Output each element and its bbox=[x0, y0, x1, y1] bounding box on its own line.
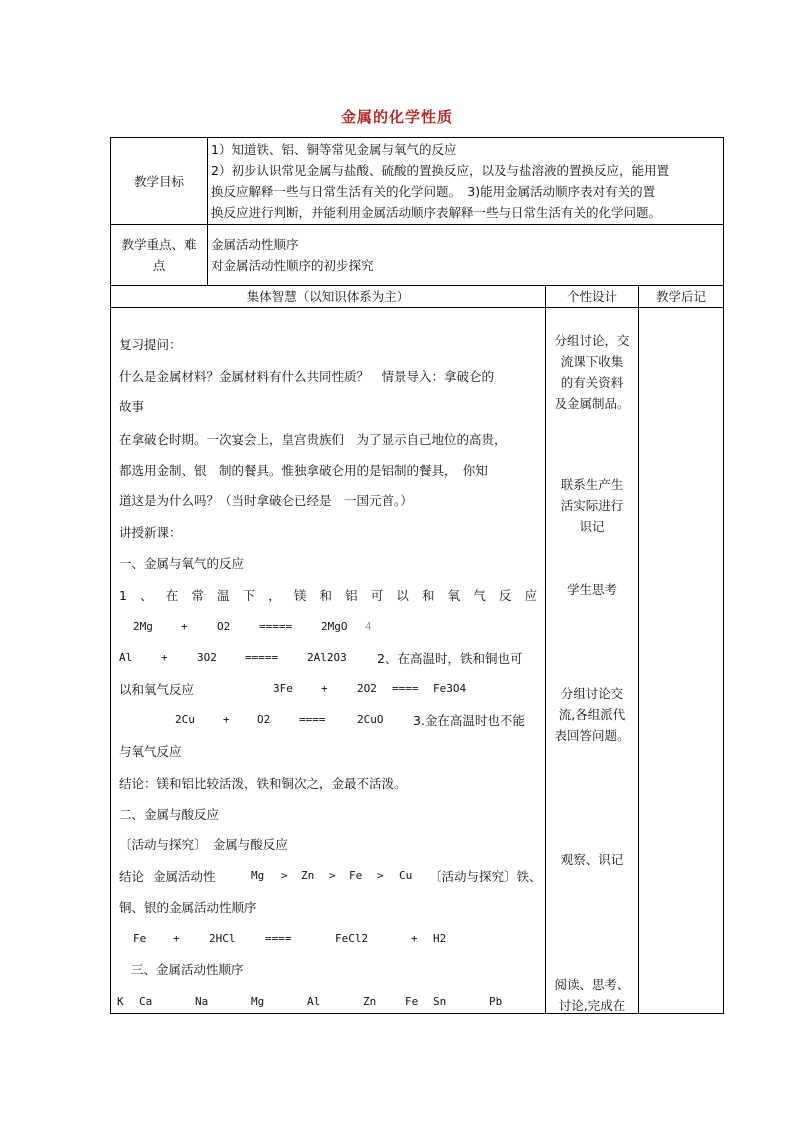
key-point-line: 对金属活动性顺序的初步探究 bbox=[211, 258, 374, 273]
new-lesson-heading: 讲授新课： bbox=[119, 525, 182, 540]
design-note bbox=[549, 974, 635, 1016]
col-divider bbox=[207, 138, 208, 285]
objective-line: 换反应解释一些与日常生活有关的化学问题。 3)能用金属活动顺序表对有关的置 bbox=[211, 184, 656, 199]
note-line: 流课下收集 bbox=[560, 354, 624, 369]
objective-line: 1）知道铁、铝、铜等常见金属与氧气的反应 bbox=[211, 142, 457, 157]
equation-term: ==== bbox=[392, 682, 419, 695]
paragraph-line: 2、在高温时，铁和铜也可 bbox=[377, 651, 523, 666]
equation-term: ===== bbox=[245, 651, 279, 664]
objective-line: 2）初步认识常见金属与盐酸、硫酸的置换反应，以及与盐溶液的置换反应，能用置 bbox=[211, 163, 669, 178]
equation-term: 3O2 bbox=[197, 651, 217, 664]
note-line: 阅读、思考、 bbox=[554, 977, 630, 992]
equation-term: Fe3O4 bbox=[433, 682, 467, 695]
key-points-label-line: 点 bbox=[152, 258, 166, 273]
series-item: > bbox=[377, 869, 384, 882]
conclusion-label: 结论 bbox=[119, 869, 145, 884]
row-divider bbox=[111, 224, 723, 225]
equation-term: 2Al2O3 bbox=[307, 651, 347, 664]
conclusion-tail: 〔活动与探究〕铁、 bbox=[429, 869, 542, 884]
page-title: 金属的化学性质 bbox=[340, 108, 453, 126]
equation-term: + bbox=[321, 682, 328, 695]
activity-series-item: Pb bbox=[489, 995, 503, 1008]
equation-term: ==== bbox=[299, 713, 326, 726]
header-collective: 集体智慧（以知识体系为主） bbox=[246, 289, 410, 304]
section-heading: 三、金属活动性顺序 bbox=[131, 962, 244, 977]
note-line: 学生思考 bbox=[566, 582, 617, 597]
key-points-label-line: 教学重点、难 bbox=[121, 237, 197, 252]
equation-term: Fe bbox=[133, 932, 147, 945]
equation-term: O2 bbox=[217, 620, 231, 633]
design-note bbox=[549, 849, 635, 870]
series-item: Fe bbox=[349, 869, 363, 882]
equation-term: + bbox=[173, 932, 180, 945]
note-line: 及金属制品。 bbox=[554, 396, 630, 411]
activity-series-item: Ca bbox=[139, 995, 153, 1008]
series-item: Cu bbox=[399, 869, 413, 882]
note-line: 流,各组派代 bbox=[558, 707, 626, 722]
conclusion-text: 金属活动性 bbox=[153, 869, 216, 884]
equation-term: 2CuO bbox=[357, 713, 384, 726]
story-line: 都选用金制、银 制的餐具。惟独拿破仑用的是铝制的餐具， 你知 bbox=[119, 463, 488, 478]
equation-term: 2Mg bbox=[133, 620, 153, 633]
equation-term: 3Fe bbox=[273, 682, 293, 695]
col-divider bbox=[545, 285, 546, 1013]
paragraph-line: 与氧气反应 bbox=[119, 744, 182, 759]
equation-term: 2Cu bbox=[175, 713, 195, 726]
equation-term: ===== bbox=[259, 620, 293, 633]
equation-term: FeCl2 bbox=[335, 932, 369, 945]
objectives-text bbox=[211, 139, 721, 223]
note-line: 联系生产生 bbox=[560, 477, 624, 492]
question-line: 什么是金属材料？金属材料有什么共同性质？ 情景导入：拿破仑的 bbox=[119, 369, 495, 384]
activity-series-item: Fe bbox=[405, 995, 419, 1008]
design-note bbox=[549, 683, 635, 746]
series-item: > bbox=[281, 869, 288, 882]
activity-series-item: Al bbox=[307, 995, 321, 1008]
key-points-text bbox=[211, 234, 721, 276]
story-line: 在拿破仑时期。一次宴会上，皇宫贵族们 为了显示自己地位的高贵， bbox=[119, 432, 507, 447]
note-line: 讨论,完成在 bbox=[558, 998, 626, 1013]
equation-term: O2 bbox=[257, 713, 271, 726]
header-personal: 个性设计 bbox=[566, 289, 617, 304]
key-point-line: 金属活动性顺序 bbox=[211, 237, 299, 252]
equation-term: 2HCl bbox=[209, 932, 236, 945]
design-note bbox=[549, 579, 635, 600]
activity-series-item: Na bbox=[195, 995, 209, 1008]
objectives-label: 教学目标 bbox=[133, 174, 184, 189]
key-points-label bbox=[111, 234, 207, 276]
design-note bbox=[549, 474, 635, 537]
note-line: 识记 bbox=[579, 519, 605, 534]
paragraph-line: 1、在常温下，镁和铝可以和氧气反应 bbox=[119, 588, 537, 603]
equation-term: Al bbox=[119, 651, 133, 664]
note-line: 活实际进行 bbox=[560, 498, 624, 513]
series-item: Mg bbox=[251, 869, 265, 882]
note-line: 的有关资料 bbox=[560, 375, 624, 390]
equation-term: 2MgO bbox=[321, 620, 348, 633]
equation-term: 4 bbox=[365, 620, 372, 633]
activity-series-item: Zn bbox=[363, 995, 377, 1008]
equation-term: + bbox=[223, 713, 230, 726]
note-line: 观察、识记 bbox=[560, 852, 624, 867]
activity-line: 〔活动与探究〕 金属与酸反应 bbox=[119, 837, 288, 852]
design-note bbox=[549, 330, 635, 414]
equation-term: + bbox=[161, 651, 168, 664]
activity-series-item: Mg bbox=[251, 995, 265, 1008]
conclusion-line: 结论：镁和铝比较活泼，铁和铜次之，金最不活泼。 bbox=[119, 776, 407, 791]
equation-term: ==== bbox=[265, 932, 292, 945]
conclusion-line: 铜、银的金属活动性顺序 bbox=[119, 900, 257, 915]
activity-series-item: K bbox=[117, 995, 124, 1008]
note-line: 表回答问题。 bbox=[554, 728, 630, 743]
paragraph-line: 以和氧气反应 bbox=[119, 682, 195, 697]
equation-term: 2O2 bbox=[357, 682, 377, 695]
series-item: Zn bbox=[301, 869, 315, 882]
objective-line: 换反应进行判断，并能利用金属活动顺序表解释一些与日常生活有关的化学问题。 bbox=[211, 205, 662, 220]
equation-term: + bbox=[181, 620, 188, 633]
header-reflection: 教学后记 bbox=[655, 289, 706, 304]
lesson-plan-table bbox=[110, 137, 724, 1014]
story-line: 道这是为什么吗？（当时拿破仑已经是 一国元首。） bbox=[119, 493, 413, 508]
note-line: 分组讨论，交 bbox=[554, 333, 630, 348]
section-heading: 一、金属与氧气的反应 bbox=[119, 556, 245, 571]
paragraph-line: 3.金在高温时也不能 bbox=[413, 713, 525, 728]
activity-series-item: Sn bbox=[433, 995, 447, 1008]
equation-term: H2 bbox=[433, 932, 447, 945]
row-divider bbox=[111, 307, 723, 308]
review-heading: 复习提问： bbox=[119, 337, 182, 352]
section-heading: 二、金属与酸反应 bbox=[119, 807, 220, 822]
question-line: 故事 bbox=[119, 399, 145, 414]
col-divider bbox=[638, 285, 639, 1013]
note-line: 分组讨论交 bbox=[560, 686, 624, 701]
equation-term: + bbox=[411, 932, 418, 945]
series-item: > bbox=[329, 869, 336, 882]
